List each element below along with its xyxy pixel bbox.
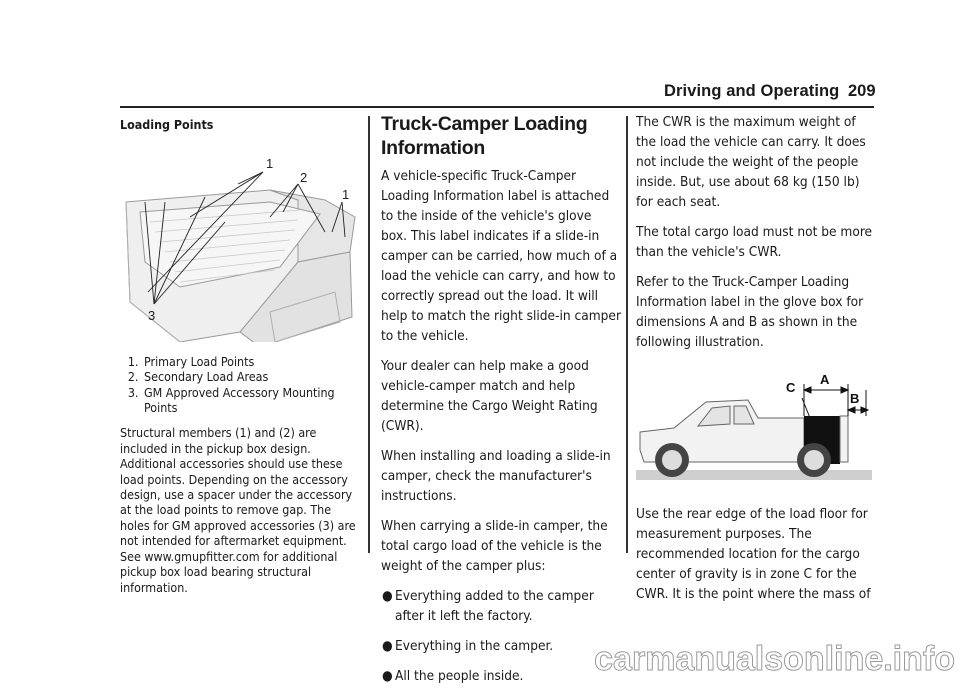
paragraph: The CWR is the maximum weight of the load the vehicle can carry. It does not include the weight of the people inside. But, use about 68 kg (150 lb) for each seat.	[636, 114, 866, 210]
column-loading-points	[120, 117, 356, 595]
legend-item: 3. GM Approved Accessory Mounting Points	[142, 385, 356, 416]
bullet-item: ● Everything added to the camper after it left the factory.	[382, 588, 594, 624]
column-divider-2	[626, 116, 628, 553]
column-truck-camper	[381, 112, 621, 696]
section-title: Driving and Operating	[664, 82, 840, 100]
bullet-item: ● Everything in the camper.	[382, 638, 554, 654]
paragraph: When installing and loading a slide-in camper, check the manufacturer's instructions.	[381, 448, 611, 504]
bullet-icon: ●	[382, 668, 393, 684]
figure-legend	[120, 354, 356, 416]
legend-item: 2. Secondary Load Areas	[142, 369, 356, 384]
dimension-label-b: B	[850, 391, 860, 406]
page-number: 209	[848, 82, 876, 100]
structural-members-paragraph: Structural members (1) and (2) are included in the pickup box design. Additional accessories should use these load points. Depending on the accessory design, use a spacer under the accessory at the load points to remove gap. The holes for GM approved accessories (3) are not intended for aftermarket equipment. See www.gmupfitter.com for additional pickup box load bearing structural information.	[120, 425, 356, 595]
bullet-icon: ●	[382, 588, 393, 604]
column-divider-1	[368, 116, 370, 553]
figure-label-2: 2	[300, 170, 308, 186]
bullet-item: ● All the people inside.	[382, 668, 524, 684]
paragraph: The total cargo load must not be more than the vehicle's CWR.	[636, 224, 873, 260]
column-cwr	[636, 112, 876, 614]
pickup-bed-illustration	[120, 142, 356, 342]
truck-dimension-illustration	[636, 370, 876, 488]
dimension-label-a: A	[820, 372, 830, 387]
watermark	[0, 636, 960, 676]
watermark-text: carmanualsonline.info	[594, 640, 955, 676]
paragraph: Use the rear edge of the load floor for measurement purposes. The recommended location for the cargo center of gravity is in zone C for the CWR. It is the point where the mass of	[636, 506, 871, 602]
loading-points-subheading: Loading Points	[120, 117, 214, 132]
bullet-icon: ●	[382, 638, 393, 654]
legend-item: 1. Primary Load Points	[142, 354, 356, 369]
figure-label-3: 3	[148, 308, 156, 324]
dimension-label-c: C	[786, 380, 796, 395]
figure-label-1b: 1	[342, 187, 350, 203]
paragraph: When carrying a slide-in camper, the total cargo load of the vehicle is the weight of the camper plus:	[381, 518, 608, 574]
paragraph: Your dealer can help make a good vehicle-camper match and help determine the Cargo Weight Rating (CWR).	[381, 358, 598, 434]
truck-camper-heading: Truck-Camper Loading Information	[381, 113, 588, 159]
paragraph: Refer to the Truck-Camper Loading Information label in the glove box for dimensions A and B as shown in the following illustration.	[636, 274, 864, 350]
figure-label-1a: 1	[266, 156, 274, 172]
header-rule	[120, 106, 874, 108]
paragraph: A vehicle-specific Truck-Camper Loading Information label is attached to the inside of the vehicle's glove box. This label indicates if a slide-in camper can be carried, how much of a load the vehicle can carry, and how to correctly spread out the load. It will help to match the right slide-in camper to the vehicle.	[381, 168, 621, 344]
